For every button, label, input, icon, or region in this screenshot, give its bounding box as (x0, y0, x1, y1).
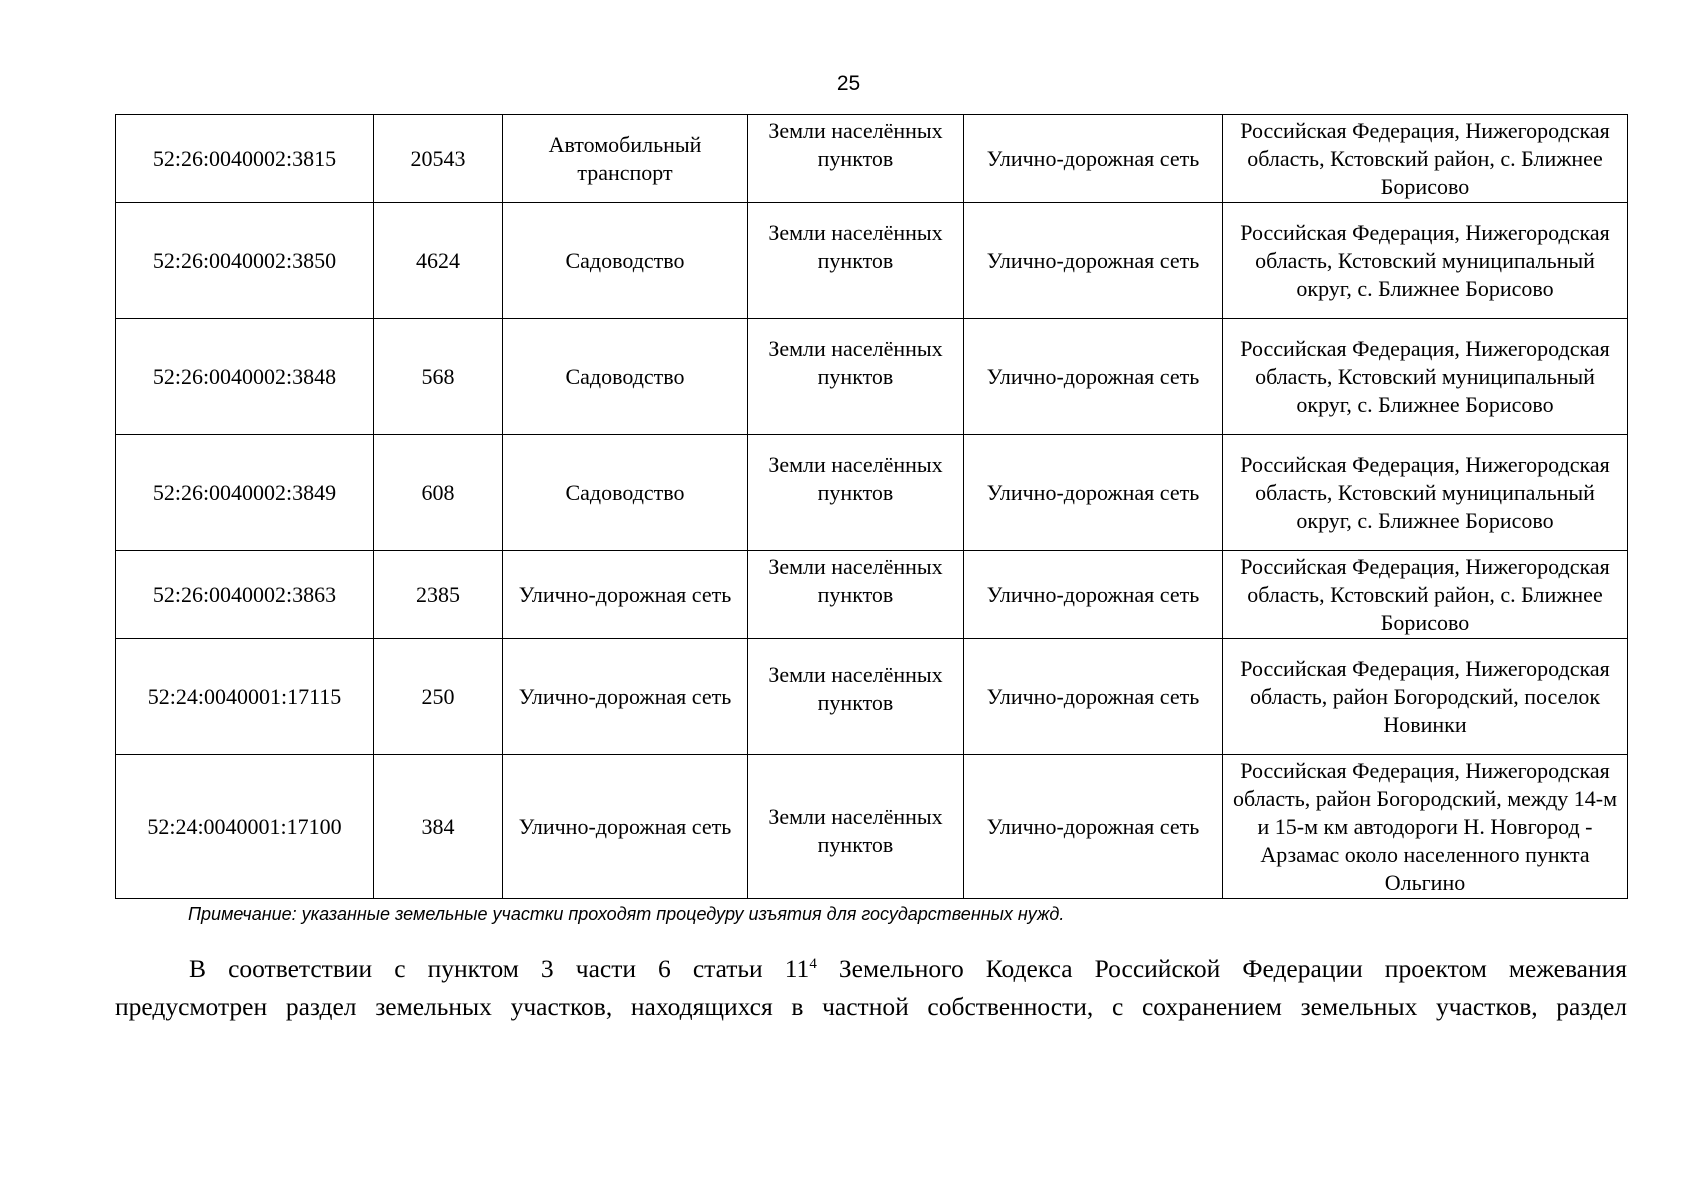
address-cell: Российская Федерация, Нижегородская область, Кстовский район, с. Ближнее Борисово (1223, 115, 1628, 203)
table-row (116, 551, 1628, 639)
permitted-use-cell: Автомобильный транспорт (503, 115, 748, 203)
area-cell: 608 (374, 435, 503, 551)
land-category-cell: Земли населённых пунктов (748, 435, 964, 551)
body-paragraph (115, 950, 1627, 1026)
address-cell: Российская Федерация, Нижегородская область, Кстовский муниципальный округ, с. Ближнее Борисово (1223, 203, 1628, 319)
area-cell: 4624 (374, 203, 503, 319)
land-category-cell: Земли населённых пунктов (748, 755, 964, 899)
purpose-cell: Улично-дорожная сеть (964, 551, 1223, 639)
cadastral-number-cell: 52:24:0040001:17115 (116, 639, 374, 755)
cadastral-number-cell: 52:24:0040001:17100 (116, 755, 374, 899)
table-note: Примечание: указанные земельные участки проходят процедуру изъятия для государственных нужд. (188, 904, 1065, 924)
cadastral-number-cell: 52:26:0040002:3848 (116, 319, 374, 435)
table-row (116, 435, 1628, 551)
address-cell: Российская Федерация, Нижегородская область, Кстовский муниципальный округ, с. Ближнее Борисово (1223, 319, 1628, 435)
permitted-use-cell: Улично-дорожная сеть (503, 639, 748, 755)
paragraph-text-start: В соответствии с пунктом 3 части 6 статьи 11 (189, 954, 810, 983)
area-cell: 384 (374, 755, 503, 899)
purpose-cell: Улично-дорожная сеть (964, 755, 1223, 899)
area-cell: 20543 (374, 115, 503, 203)
page-number: 25 (836, 72, 861, 95)
table-row (116, 755, 1628, 899)
table-row (116, 319, 1628, 435)
paragraph-line-1 (115, 950, 1627, 988)
purpose-cell: Улично-дорожная сеть (964, 203, 1223, 319)
cadastral-number-cell: 52:26:0040002:3849 (116, 435, 374, 551)
table-row (116, 639, 1628, 755)
address-cell: Российская Федерация, Нижегородская область, район Богородский, поселок Новинки (1223, 639, 1628, 755)
permitted-use-cell: Улично-дорожная сеть (503, 551, 748, 639)
land-category-cell: Земли населённых пунктов (748, 551, 964, 639)
permitted-use-cell: Садоводство (503, 203, 748, 319)
cadastral-number-cell: 52:26:0040002:3850 (116, 203, 374, 319)
purpose-cell: Улично-дорожная сеть (964, 435, 1223, 551)
land-parcels-table (115, 114, 1628, 899)
area-cell: 568 (374, 319, 503, 435)
cadastral-number-cell: 52:26:0040002:3815 (116, 115, 374, 203)
area-cell: 2385 (374, 551, 503, 639)
table-row (116, 203, 1628, 319)
land-category-cell: Земли населённых пунктов (748, 319, 964, 435)
article-superscript: 4 (809, 956, 817, 972)
land-category-cell: Земли населённых пунктов (748, 203, 964, 319)
paragraph-line-2: предусмотрен раздел земельных участков, находящихся в частной собственности, с сохранением земельных участков, раздел (115, 992, 1627, 1021)
area-cell: 250 (374, 639, 503, 755)
land-category-cell: Земли населённых пунктов (748, 639, 964, 755)
land-category-cell: Земли населённых пунктов (748, 115, 964, 203)
permitted-use-cell: Садоводство (503, 435, 748, 551)
purpose-cell: Улично-дорожная сеть (964, 115, 1223, 203)
purpose-cell: Улично-дорожная сеть (964, 319, 1223, 435)
cadastral-number-cell: 52:26:0040002:3863 (116, 551, 374, 639)
paragraph-text-end: Земельного Кодекса Российской Федерации проектом межевания (816, 954, 1627, 983)
address-cell: Российская Федерация, Нижегородская область, район Богородский, между 14-м и 15-м км автодороги Н. Новгород - Арзамас около населенного пункта Ольгино (1223, 755, 1628, 899)
purpose-cell: Улично-дорожная сеть (964, 639, 1223, 755)
permitted-use-cell: Улично-дорожная сеть (503, 755, 748, 899)
address-cell: Российская Федерация, Нижегородская область, Кстовский район, с. Ближнее Борисово (1223, 551, 1628, 639)
table-row (116, 115, 1628, 203)
address-cell: Российская Федерация, Нижегородская область, Кстовский муниципальный округ, с. Ближнее Борисово (1223, 435, 1628, 551)
permitted-use-cell: Садоводство (503, 319, 748, 435)
